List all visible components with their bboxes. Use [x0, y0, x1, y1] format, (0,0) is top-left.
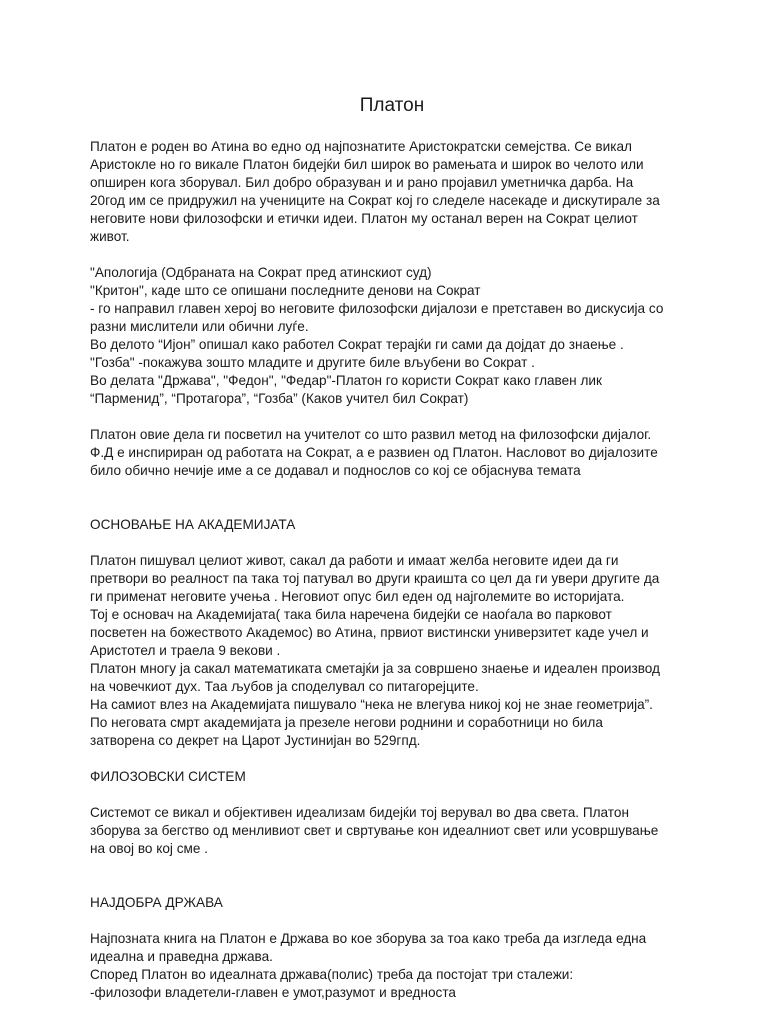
- text-line: -филозофи владетели-главен е умот,разумот и вредноста: [90, 985, 456, 1000]
- paragraph-gap: [90, 786, 688, 804]
- text-line: затворена со декрет на Царот Јустинијан во 529гпд.: [90, 733, 421, 748]
- text-line: Аристокле но го викале Платон бидејќи бил широк во рамењата и широк во челото или: [90, 157, 644, 172]
- text-line: неговите нови филозофски и етички идеи. Платон му останал верен на Сократ целиот: [90, 211, 638, 226]
- text-line: опширен кога зборувал. Бил добро образуван и и рано пројавил уметничка дарба. На: [90, 175, 634, 190]
- text-line: Ф.Д е инспириран од работата на Сократ, а е развиен од Платон. Насловот во дијалозите: [90, 445, 658, 460]
- text-line: На самиот влез на Академијата пишувало “нека не влегува никој кој не знае геометрија”.: [90, 697, 653, 712]
- text-line: Најпозната книга на Платон е Држава во кое зборува за тоа како треба да изгледа една: [90, 931, 647, 946]
- text-line: претвори во реалност па така тој патувал во други краишта со цел да ги увери другите да: [90, 571, 660, 586]
- page-title: Платон: [359, 95, 425, 116]
- text-line: Системот се викал и објективен идеализам бидејќи тој верувал во два света. Платон: [90, 805, 629, 820]
- text-line: разни мислители или обични луѓе.: [90, 319, 309, 334]
- text-line: Тој е основач на Академијата( така била наречена бидејќи се наоѓала во парковот: [90, 607, 612, 622]
- text-line: посветен на божеството Академос) во Атина, првиот вистински универзитет каде учел и: [90, 625, 649, 640]
- text-line: на овој во кој сме .: [90, 841, 208, 856]
- text-line: Платон пишувал целиот живот, сакал да работи и имаат желба неговите идеи да ги: [90, 553, 619, 568]
- text-line: на човечкиот дух. Таа љубов ја споделувал со питагорејците.: [90, 679, 479, 694]
- text-line: “Парменид”, “Протагора”, “Гозба” (Каков учител бил Сократ): [90, 391, 469, 406]
- paragraph-gap: [90, 246, 688, 264]
- text-line: "Критон", каде што се опишани последните денови на Сократ: [90, 283, 481, 298]
- works-paragraph: [90, 264, 688, 408]
- paragraph-gap: [90, 858, 688, 876]
- text-line: Платон е роден во Атина во едно од најпознатите Аристократски семејства. Се викал: [90, 139, 632, 154]
- paragraph-gap: [90, 912, 688, 930]
- section-heading-philosophy: ФИЛОЗОВСКИ СИСТЕМ: [90, 769, 246, 784]
- intro-paragraph: [90, 138, 688, 246]
- text-line: ги применат неговите учења . Неговиот опус бил еден од најголемите во историјата.: [90, 589, 625, 604]
- text-line: било обично нечије име а се додавал и поднослов со кој се објаснува темата: [90, 463, 581, 478]
- text-line: Платон овие дела ги посветил на учителот со што развил метод на филозофски дијалог.: [90, 427, 652, 442]
- paragraph-gap: [90, 750, 688, 768]
- text-line: Во делата "Држава", "Федон", "Федар"-Платон го користи Сократ како главен лик: [90, 373, 602, 388]
- text-line: живот.: [90, 229, 130, 244]
- paragraph-gap: [90, 408, 688, 426]
- text-line: 20год им се придружил на учениците на Сократ кој го следеле насекаде и дискутирале за: [90, 193, 660, 208]
- text-line: По неговата смрт академијата ја презеле негови роднини и соработници но била: [90, 715, 603, 730]
- paragraph-gap: [90, 534, 688, 552]
- paragraph-gap: [90, 498, 688, 516]
- state-paragraph: [90, 930, 688, 1002]
- section-heading-academy: ОСНОВАЊЕ НА АКАДЕМИЈАТА: [90, 517, 296, 532]
- text-line: идеална и праведна држава.: [90, 949, 273, 964]
- philosophy-paragraph: [90, 804, 688, 858]
- text-line: Според Платон во идеалната држава(полис) треба да постојат три сталежи:: [90, 967, 574, 982]
- academy-paragraph: [90, 552, 688, 750]
- text-line: - го направил главен херој во неговите филозофски дијалози е претставен во дискусија со: [90, 301, 664, 316]
- text-line: "Гозба" -покажува зошто младите и другите биле вљубени во Сократ .: [90, 355, 535, 370]
- paragraph-gap: [90, 480, 688, 498]
- section-heading-state: НАЈДОБРА ДРЖАВА: [90, 895, 223, 910]
- text-line: зборува за бегство од менливиот свет и свртување кон идеалниот свет или усовршување: [90, 823, 659, 838]
- paragraph-gap: [90, 876, 688, 894]
- text-line: Аристотел и траела 9 векови .: [90, 643, 281, 658]
- text-line: Платон многу ја сакал математиката сметајќи ја за совршено знаење и идеален производ: [90, 661, 660, 676]
- text-line: Во делото “Ијон” опишал како работел Сократ терајќи ги сами да дојдат до знаење .: [90, 337, 624, 352]
- dialogue-paragraph: [90, 426, 688, 480]
- text-line: "Апологија (Одбраната на Сократ пред атинскиот суд): [90, 265, 432, 280]
